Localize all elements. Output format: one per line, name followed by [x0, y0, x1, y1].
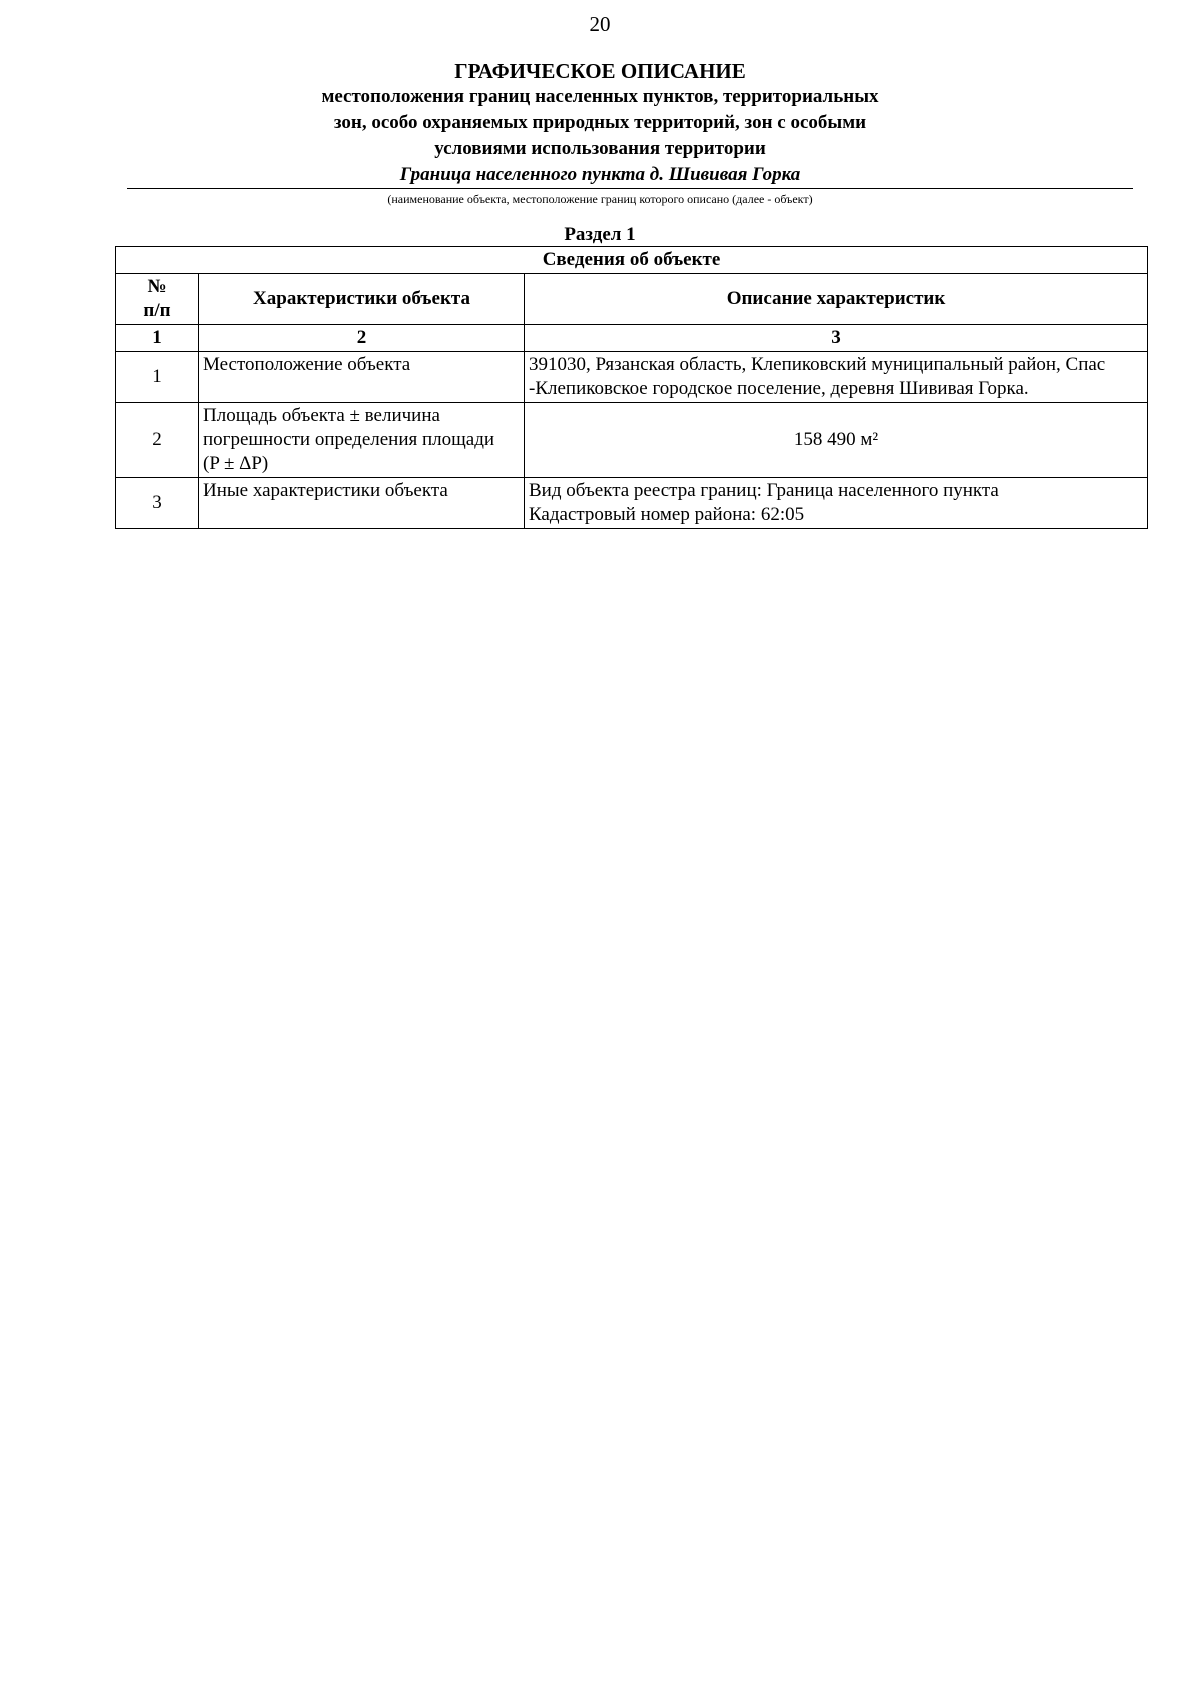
- row-description: [525, 352, 1148, 403]
- row-characteristic-line: Иные характеристики объекта: [203, 480, 448, 501]
- row-description: [525, 478, 1148, 529]
- row-num: 3: [116, 478, 199, 529]
- document-header: [0, 58, 1200, 188]
- header-num-symbol: №: [147, 276, 167, 297]
- row-num: 1: [116, 352, 199, 403]
- header-characteristics: Характеристики объекта: [199, 274, 525, 325]
- table-caption-row: [116, 247, 1148, 274]
- row-description-line: Кадастровый номер района: 62:05: [529, 504, 805, 525]
- header-num: [116, 274, 199, 325]
- column-index-1: 1: [116, 325, 199, 352]
- document-title: ГРАФИЧЕСКОЕ ОПИСАНИЕ: [454, 59, 746, 83]
- header-description: Описание характеристик: [525, 274, 1148, 325]
- document-subtitle-line-3: условиями использования территории: [434, 138, 766, 159]
- column-index-2: 2: [199, 325, 525, 352]
- table-row: [116, 403, 1148, 478]
- document-subtitle-line-2: зон, особо охраняемых природных территорий, зон с особыми: [333, 112, 867, 133]
- page-number: 20: [589, 12, 611, 36]
- row-description-area-value: 158 490 м²: [525, 403, 1148, 478]
- header-num-abbrev: п/п: [143, 300, 171, 321]
- object-name-underline: [127, 188, 1133, 189]
- row-characteristic-line: погрешности определения площади: [203, 429, 495, 450]
- table-row: [116, 478, 1148, 529]
- row-characteristic-line: Площадь объекта ± величина: [203, 405, 440, 426]
- row-description-line: 391030, Рязанская область, Клепиковский муниципальный район, Спас: [529, 354, 1106, 375]
- object-name: Граница населенного пункта д. Шививая Горка: [399, 164, 801, 185]
- row-characteristic: [199, 403, 525, 478]
- table-row: [116, 352, 1148, 403]
- document-subtitle-line-1: местоположения границ населенных пунктов, территориальных: [321, 86, 879, 107]
- object-info-table: [115, 246, 1148, 529]
- row-description-line: -Клепиковское городское поселение, деревня Шививая Горка.: [529, 378, 1029, 399]
- row-num: 2: [116, 403, 199, 478]
- row-characteristic-line: (P ± ΔP): [203, 453, 269, 474]
- table-header-row: [116, 274, 1148, 325]
- row-characteristic: [199, 352, 525, 403]
- column-index-3: 3: [525, 325, 1148, 352]
- table-index-row: [116, 325, 1148, 352]
- row-characteristic-line: Местоположение объекта: [203, 354, 411, 375]
- row-characteristic: [199, 478, 525, 529]
- object-caption: (наименование объекта, местоположение границ которого описано (далее - объект): [387, 192, 813, 206]
- row-description-line: Вид объекта реестра границ: Граница населенного пункта: [529, 480, 999, 501]
- section-title: Раздел 1: [564, 224, 636, 245]
- table-caption: Сведения об объекте: [116, 247, 1148, 274]
